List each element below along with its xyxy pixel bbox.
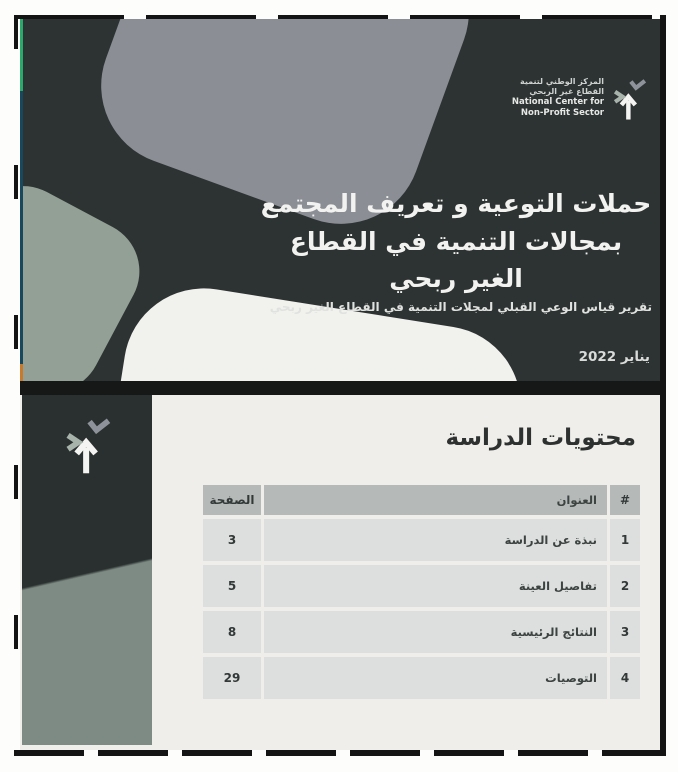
toc-header-title: العنوان xyxy=(264,485,607,515)
border-right xyxy=(660,15,666,756)
scan-edge-artifact-teal xyxy=(20,91,23,364)
toc-header-num: # xyxy=(610,485,640,515)
toc-row-num: 3 xyxy=(610,611,640,653)
toc-row xyxy=(203,611,640,653)
toc-row xyxy=(203,519,640,561)
toc-row-page: 3 xyxy=(203,519,261,561)
toc-row-num: 4 xyxy=(610,657,640,699)
toc-row xyxy=(203,565,640,607)
toc-row-title: التوصيات xyxy=(264,657,607,699)
side-strip xyxy=(22,395,152,745)
border-bottom xyxy=(14,750,666,756)
logo-arabic-line2: القطاع غير الربحي xyxy=(529,86,604,96)
toc-row-title: النتائج الرئيسية xyxy=(264,611,607,653)
toc-row-num: 1 xyxy=(610,519,640,561)
contents-title: محتويات الدراسة xyxy=(445,425,636,451)
toc-row-page: 29 xyxy=(203,657,261,699)
cover-title xyxy=(258,185,654,298)
page-content xyxy=(20,19,660,750)
logo-arabic-line1: المركز الوطني لتنمية xyxy=(520,76,604,86)
cover-date: يناير 2022 xyxy=(578,349,650,365)
ncnp-logo xyxy=(512,75,648,121)
toc-row-page: 8 xyxy=(203,611,261,653)
scan-border-frame xyxy=(14,15,666,756)
toc-header-row xyxy=(203,485,640,515)
ncnp-logo-icon xyxy=(61,413,113,475)
toc-row xyxy=(203,657,640,699)
logo-english-line2: Non-Profit Sector xyxy=(520,108,604,119)
table-of-contents xyxy=(203,485,640,703)
toc-header-page: الصفحة xyxy=(203,485,261,515)
toc-row-title: نبذة عن الدراسة xyxy=(264,519,607,561)
cover-subtitle: تقرير قياس الوعي القبلي لمجلات التنمية في القطاع الغير ربحي xyxy=(269,300,652,314)
toc-row-page: 5 xyxy=(203,565,261,607)
slide-separator xyxy=(20,381,660,395)
cover-slide xyxy=(20,19,660,381)
contents-slide xyxy=(20,395,660,750)
toc-row-title: تفاصيل العينة xyxy=(264,565,607,607)
ncnp-logo-text xyxy=(512,77,604,120)
cover-title-line1: حملات التوعية و تعريف المجتمع xyxy=(260,189,652,218)
logo-english-line1: National Center for xyxy=(511,97,604,108)
toc-row-num: 2 xyxy=(610,565,640,607)
scan-edge-artifact-orange xyxy=(20,364,23,381)
scan-edge-artifact-green xyxy=(20,19,23,91)
ncnp-logo-icon xyxy=(610,75,648,121)
cover-title-line2: بمجالات التنمية في القطاع الغير ربحي xyxy=(289,226,623,293)
border-left xyxy=(14,15,18,756)
